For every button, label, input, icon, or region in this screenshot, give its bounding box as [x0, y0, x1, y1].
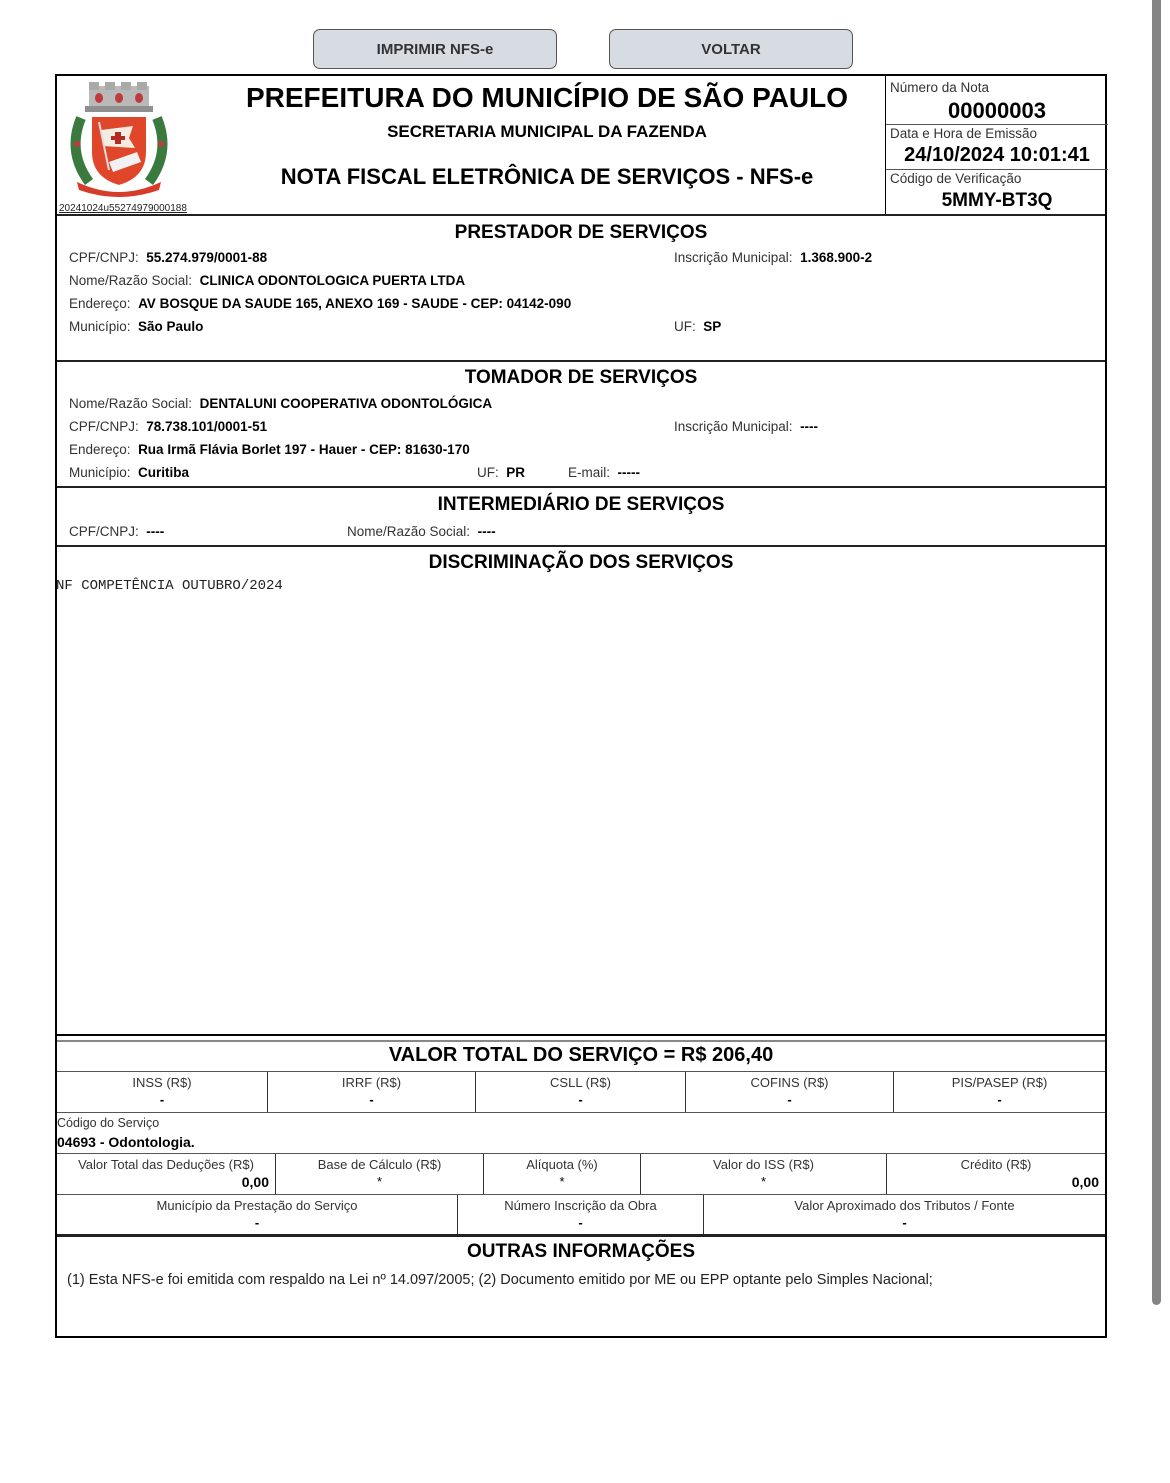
valor-iss-cell: Valor do ISS (R$) *	[640, 1154, 886, 1194]
sao-paulo-crest-icon	[63, 82, 175, 200]
calculo-row	[57, 1154, 1105, 1194]
emissao-label: Data e Hora de Emissão	[890, 126, 1038, 141]
discriminacao-text: NF COMPETÊNCIA OUTUBRO/2024	[56, 578, 283, 594]
note-info-box	[885, 76, 1108, 215]
codigo-servico-value: 04693 - Odontologia.	[57, 1134, 195, 1150]
barcode-text: 20241024u55274979000188	[59, 203, 187, 214]
prestador-nome-value: CLINICA ODONTOLOGICA PUERTA LTDA	[199, 273, 466, 288]
intermediario-section-title: INTERMEDIÁRIO DE SERVIÇOS	[437, 494, 725, 515]
tomador-endereco-row: Endereço: Rua Irmã Flávia Borlet 197 - Hauer - CEP: 81630-170	[69, 442, 470, 457]
tributo-irrf: IRRF (R$) -	[267, 1072, 475, 1112]
intermediario-cpf-value: ----	[146, 524, 165, 539]
numero-label: Número da Nota	[890, 80, 990, 95]
tributo-inss: INSS (R$) -	[132, 1075, 192, 1107]
print-nfse-button[interactable]: IMPRIMIR NFS-e	[313, 29, 557, 69]
secretaria-subtitle: SECRETARIA MUNICIPAL DA FAZENDA	[387, 122, 707, 141]
intermediario-nome-row: Nome/Razão Social: ----	[347, 524, 496, 539]
aliquota-cell: Alíquota (%) *	[483, 1154, 640, 1194]
nfse-document-values	[55, 1036, 1107, 1338]
intermediario-cpf-row: CPF/CNPJ: ----	[69, 524, 165, 539]
tomador-cpf-value: 78.738.101/0001-51	[146, 419, 268, 434]
vertical-scrollbar[interactable]	[1152, 0, 1161, 1305]
prestador-municipio-row: Município: São Paulo	[69, 319, 204, 334]
tomador-municipio-row: Município: Curitiba	[69, 465, 190, 480]
prestador-municipio-value: São Paulo	[138, 319, 204, 334]
deducoes-cell: Valor Total das Deduções (R$) 0,00	[78, 1157, 269, 1190]
credito-cell: Crédito (R$) 0,00	[886, 1154, 1105, 1194]
prefeitura-title: PREFEITURA DO MUNICÍPIO DE SÃO PAULO	[245, 82, 849, 113]
prestador-inscricao-value: 1.368.900-2	[800, 250, 873, 265]
tributos-row	[57, 1072, 1105, 1112]
tomador-inscricao-value: ----	[800, 419, 819, 434]
back-button[interactable]: VOLTAR	[609, 29, 853, 69]
codigo-label: Código de Verificação	[890, 171, 1022, 186]
prestador-inscricao-row: Inscrição Municipal: 1.368.900-2	[674, 250, 873, 265]
tomador-section-title: TOMADOR DE SERVIÇOS	[464, 367, 698, 388]
emissao-value: 24/10/2024 10:01:41	[904, 144, 1090, 166]
codigo-value: 5MMY-BT3Q	[941, 190, 1053, 211]
tomador-nome-value: DENTALUNI COOPERATIVA ODONTOLÓGICA	[199, 396, 493, 411]
tomador-email-value: -----	[617, 465, 641, 480]
tomador-endereco-value: Rua Irmã Flávia Borlet 197 - Hauer - CEP: 81630-170	[138, 442, 470, 457]
tomador-email-row: E-mail: -----	[568, 465, 641, 480]
outras-info-text: (1) Esta NFS-e foi emitida com respaldo na Lei nº 14.097/2005; (2) Documento emitido por ME ou EPP optante pelo Simples Nacional;	[67, 1272, 933, 1288]
tributo-csll: CSLL (R$) -	[475, 1072, 685, 1112]
prestador-cpf-row: CPF/CNPJ: 55.274.979/0001-88	[69, 250, 268, 265]
prestador-uf-row: UF: SP	[674, 319, 722, 334]
prestador-section-title: PRESTADOR DE SERVIÇOS	[454, 222, 708, 243]
prestador-nome-row: Nome/Razão Social: CLINICA ODONTOLOGICA PUERTA LTDA	[69, 273, 466, 288]
tributo-cofins: COFINS (R$) -	[685, 1072, 893, 1112]
numero-value: 00000003	[948, 98, 1046, 123]
tomador-uf-row: UF: PR	[477, 465, 526, 480]
city-crest-logo	[63, 82, 175, 200]
inscricao-obra-cell: Número Inscrição da Obra -	[457, 1195, 703, 1234]
prestador-endereco-row: Endereço: AV BOSQUE DA SAUDE 165, ANEXO 169 - SAUDE - CEP: 04142-090	[69, 296, 572, 311]
extras-row	[57, 1195, 1105, 1234]
tributo-pis-pasep: PIS/PASEP (R$) -	[893, 1072, 1105, 1112]
nfse-document	[55, 74, 1107, 1036]
codigo-servico-label: Código do Serviço	[57, 1116, 160, 1130]
prestador-uf-value: SP	[703, 319, 722, 334]
tomador-inscricao-row: Inscrição Municipal: ----	[674, 419, 819, 434]
prestador-cpf-value: 55.274.979/0001-88	[146, 250, 268, 265]
prestador-endereco-value: AV BOSQUE DA SAUDE 165, ANEXO 169 - SAUDE - CEP: 04142-090	[138, 296, 572, 311]
discriminacao-section-title: DISCRIMINAÇÃO DOS SERVIÇOS	[428, 552, 734, 573]
municipio-prestacao-cell: Município da Prestação do Serviço -	[156, 1198, 358, 1230]
outras-info-section-title: OUTRAS INFORMAÇÕES	[467, 1241, 695, 1262]
base-calculo-cell: Base de Cálculo (R$) *	[275, 1154, 483, 1194]
tomador-cpf-row: CPF/CNPJ: 78.738.101/0001-51	[69, 419, 268, 434]
tomador-municipio-value: Curitiba	[138, 465, 190, 480]
tomador-uf-value: PR	[506, 465, 526, 480]
document-type-title: NOTA FISCAL ELETRÔNICA DE SERVIÇOS - NFS-e	[280, 164, 814, 189]
valor-aproximado-cell: Valor Aproximado dos Tributos / Fonte -	[703, 1195, 1105, 1234]
tomador-nome-row: Nome/Razão Social: DENTALUNI COOPERATIVA ODONTOLÓGICA	[69, 396, 493, 411]
valor-total-servico: VALOR TOTAL DO SERVIÇO = R$ 206,40	[388, 1044, 774, 1066]
intermediario-nome-value: ----	[477, 524, 496, 539]
